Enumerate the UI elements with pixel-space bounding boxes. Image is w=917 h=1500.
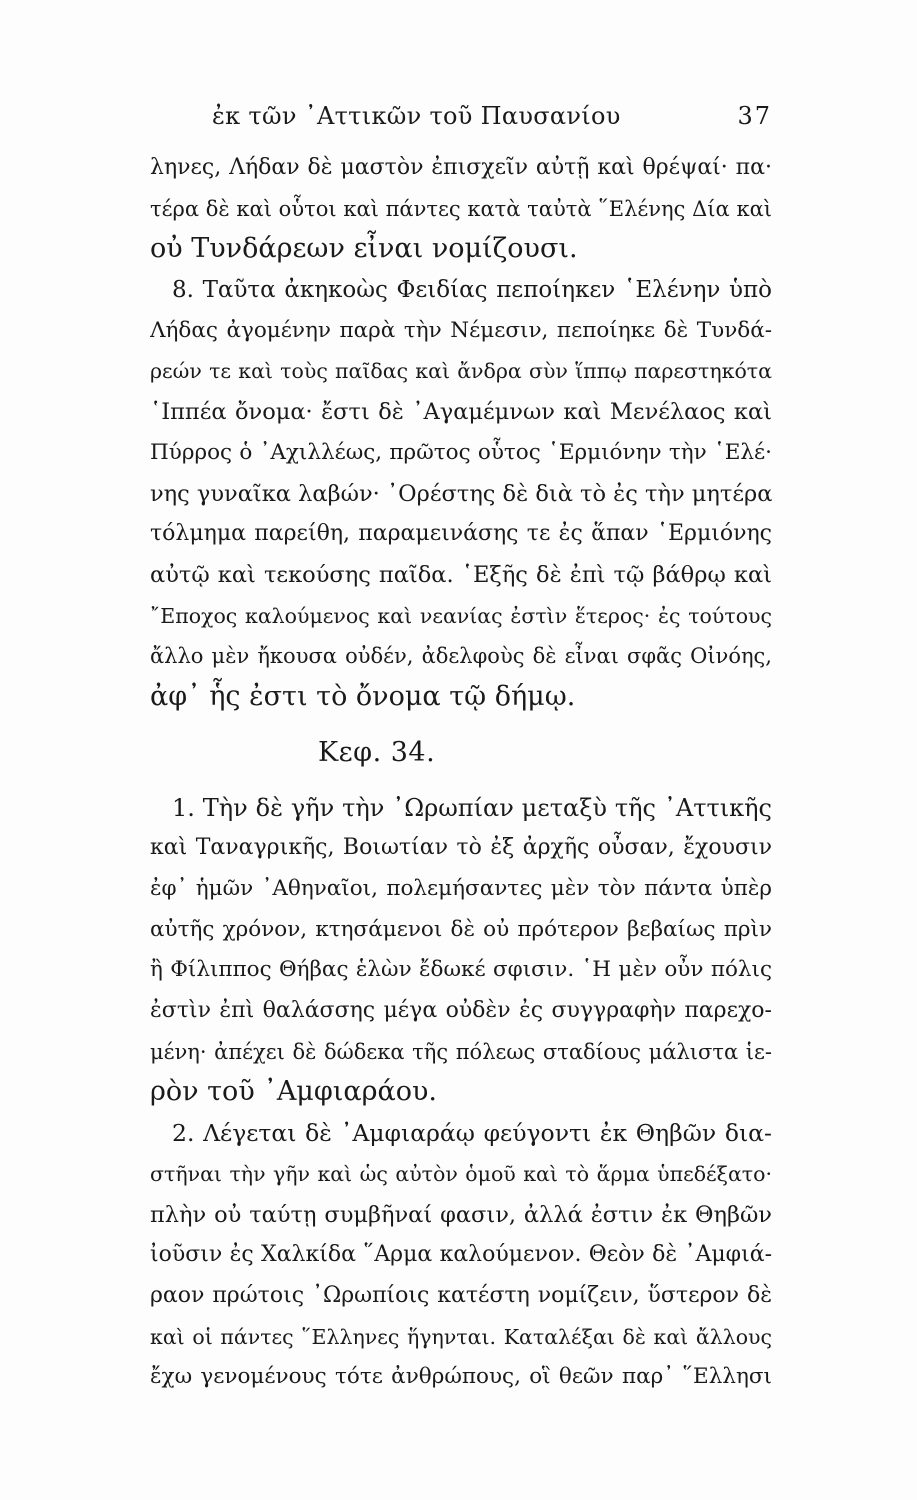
running-head [150,98,772,134]
text-line: 1. Τὴν δὲ γῆν τὴν ᾿Ωρωπίαν μεταξὺ τῆς ᾿Αττικῆς [172,793,772,822]
text-line: στῆναι τὴν γῆν καὶ ὡς αὐτὸν ὁμοῦ καὶ τὸ ἅρμα ὑπεδέξατο· [150,1161,772,1186]
chapter-heading: Κεφ. 34. [318,736,436,768]
text-line: ῎Εποχος καλούμενος καὶ νεανίας ἐστὶν ἕτερος· ἐς τούτους [150,603,772,628]
text-line: ληνες, Λήδαν δὲ μαστὸν ἐπισχεῖν αὐτῇ καὶ θρέψαί· πα· [150,155,772,180]
text-line: τόλμημα παρείθη, παραμεινάσης τε ἐς ἅπαν ῾Ερμιόνης [150,521,772,547]
text-line: πλὴν οὐ ταύτῃ συμβῆναί φασιν, ἀλλά ἐστιν ἐκ Θηβῶν [150,1201,772,1228]
text-line: ἢ Φίλιππος Θήβας ἑλὼν ἔδωκέ σφισιν. ῾Η μὲν οὖν πόλις [150,957,772,983]
text-line: καὶ οἱ πάντες ῞Ελληνες ἥγηνται. Καταλέξαι δὲ καὶ ἄλλους [150,1324,772,1349]
text-line: ἄλλο μὲν ἤκουσα οὐδέν, ἀδελφοὺς δὲ εἶναι σφᾶς Οἰνόης, [150,644,772,669]
text-line: ἔχω γενομένους τότε ἀνθρώπους, οἳ θεῶν παρ᾿ ῞Ελλησι [150,1364,772,1390]
text-line: ἐφ᾿ ἡμῶν ᾿Αθηναῖοι, πολεμήσαντες μὲν τὸν πάντα ὑπὲρ [150,876,772,901]
text-line: καὶ Ταναγρικῆς, Βοιωτίαν τὸ ἐξ ἀρχῆς οὖσαν, ἔχουσιν [150,835,772,861]
text-line: μένη· ἀπέχει δὲ δώδεκα τῆς πόλεως σταδίους μάλιστα ἱε- [150,1039,772,1064]
text-line: οὐ Τυνδάρεων εἶναι νομίζουσι. [150,233,578,265]
text-line: νης γυναῖκα λαβών· ᾿Ορέστης δὲ διὰ τὸ ἐς τὴν μητέρα [150,480,772,507]
text-line: Λήδας ἀγομένην παρὰ τὴν Νέμεσιν, πεποίηκε δὲ Τυνδά- [150,317,772,343]
text-line: ραον πρώτοις ᾿Ωρωπίοις κατέστη νομίζειν, ὕστερον δὲ [150,1282,772,1308]
text-line: 8. Ταῦτα ἀκηκοὼς Φειδίας πεποίηκεν ῾Ελένην ὑπὸ [172,277,772,304]
text-line: ῾Ιππέα ὄνομα· ἔστι δὲ ᾿Αγαμέμνων καὶ Μενέλαος καὶ [150,399,772,426]
text-line: αὐτῷ καὶ τεκούσης παῖδα. ῾Εξῆς δὲ ἐπὶ τῷ βάθρῳ καὶ [150,561,772,588]
text-line: τέρα δὲ καὶ οὗτοι καὶ πάντες κατὰ ταὐτὰ ῞Ελένης Δία καὶ [150,196,772,221]
text-line: ἰοῦσιν ἐς Χαλκίδα ῞Αρμα καλούμενον. Θεὸν δὲ ᾿Αμφιά- [150,1242,772,1268]
text-line: 2. Λέγεται δὲ ᾿Αμφιαράῳ φεύγοντι ἐκ Θηβῶν δια- [172,1119,772,1148]
page-number: 37 [737,102,772,130]
text-line: ἀφ᾿ ἧς ἐστι τὸ ὄνομα τῷ δήμῳ. [150,680,576,712]
running-title: ἐκ τῶν ᾿Αττικῶν τοῦ Παυσανίου [212,102,621,130]
text-line: Πύρρος ὁ ᾿Αχιλλέως, πρῶτος οὗτος ῾Ερμιόνην τὴν ῾Ελέ· [150,439,772,465]
body-text [150,148,772,1398]
text-line: ρεών τε καὶ τοὺς παῖδας καὶ ἄνδρα σὺν ἵππῳ παρεστηκότα [150,359,772,384]
text-line: ἐστὶν ἐπὶ θαλάσσης μέγα οὐδὲν ἐς συγγραφὴν παρεχο- [150,998,772,1024]
text-line: ρὸν τοῦ ᾿Αμφιαράου. [150,1076,437,1108]
text-line: αὐτῆς χρόνον, κτησάμενοι δὲ οὐ πρότερον βεβαίως πρὶν [150,916,772,942]
